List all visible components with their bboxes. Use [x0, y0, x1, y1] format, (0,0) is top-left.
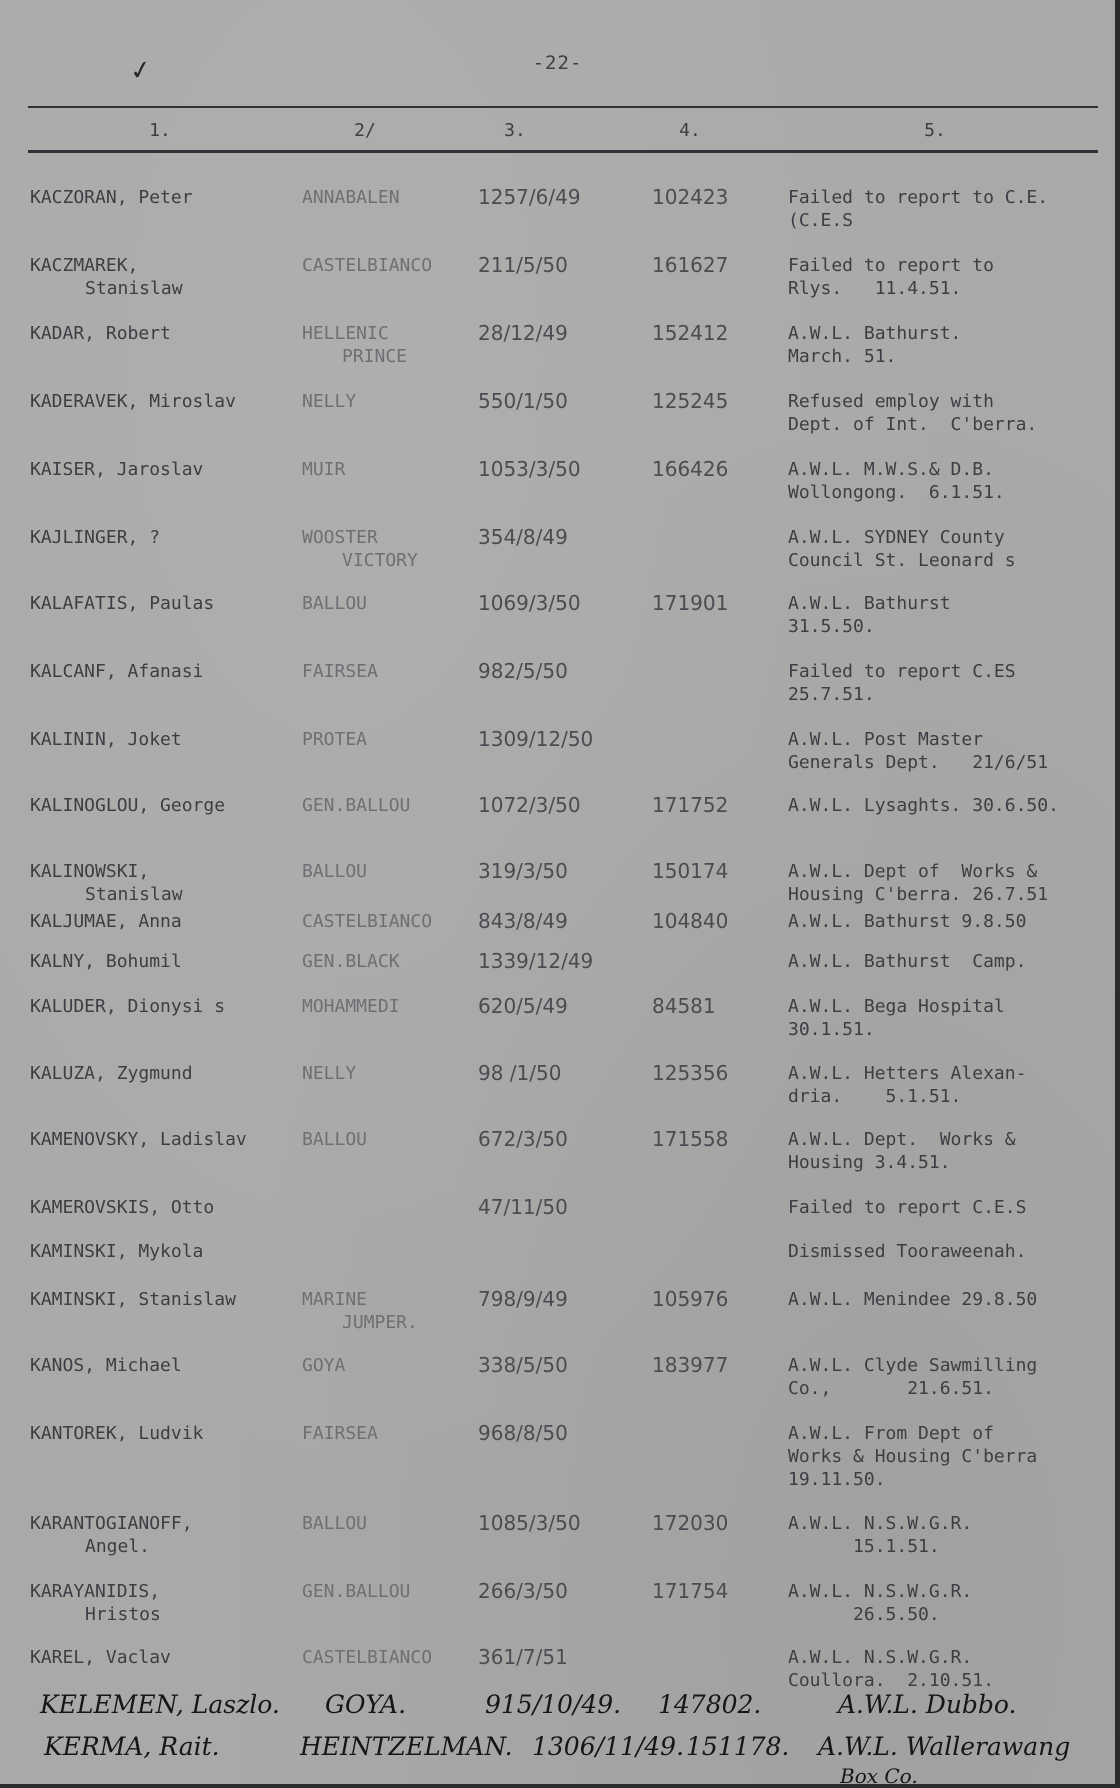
remark-line: A.W.L. Post Master: [788, 729, 984, 750]
number-cell: 183977: [652, 1353, 729, 1377]
ship-line: NELLY: [302, 1063, 357, 1084]
handwritten-name: KELEMEN, Laszlo.: [40, 1690, 280, 1719]
remark-line: A.W.L. Clyde Sawmilling: [788, 1355, 1038, 1376]
reference-cell: 1309/12/50: [478, 727, 594, 751]
reference-cell: 1257/6/49: [478, 185, 581, 209]
remark-line: A.W.L. Dept of Works &: [788, 861, 1038, 882]
remarks-cell: [788, 995, 1005, 1041]
column-header-1: 1.: [149, 120, 171, 141]
remark-line: A.W.L. N.S.W.G.R.: [788, 1647, 973, 1668]
remarks-cell: [788, 1240, 1026, 1263]
reference-cell: 28/12/49: [478, 321, 568, 345]
handwritten-name: KERMA, Rait.: [44, 1732, 220, 1761]
name-cell: [30, 1196, 214, 1219]
ship-cell: [302, 254, 432, 277]
remark-line: Failed to report to C.E.: [788, 187, 1049, 208]
name-cell: [30, 1354, 182, 1377]
ship-cell: [302, 1646, 432, 1669]
number-cell: 125356: [652, 1061, 729, 1085]
number-cell: 171754: [652, 1579, 729, 1603]
handwritten-number: 147802.: [658, 1690, 762, 1719]
remark-line: A.W.L. Bathurst: [788, 593, 951, 614]
ship-line: BALLOU: [302, 861, 368, 882]
remarks-cell: [788, 1128, 1016, 1174]
ship-line: CASTELBIANCO: [302, 255, 433, 276]
remarks-cell: [788, 1646, 994, 1692]
remark-line: A.W.L. Hetters Alexan-: [788, 1063, 1027, 1084]
name-cell: [30, 860, 183, 906]
ship-line: CASTELBIANCO: [302, 1647, 433, 1668]
column-header-2: 2/: [354, 120, 376, 141]
remarks-cell: [788, 526, 1016, 572]
reference-cell: 1069/3/50: [478, 591, 581, 615]
remark-line: Rlys. 11.4.51.: [788, 278, 962, 299]
remark-line: Generals Dept. 21/6/51: [788, 752, 1049, 773]
ship-cell: [302, 322, 407, 368]
remarks-cell: [788, 186, 1048, 232]
remark-line: A.W.L. Bathurst Camp.: [788, 951, 1027, 972]
name-cell: [30, 592, 214, 615]
name-cell: [30, 1128, 247, 1151]
handwritten-remark: A.W.L. Dubbo.: [838, 1690, 1017, 1719]
ship-cell: [302, 1580, 410, 1603]
ship-line-continued: VICTORY: [342, 550, 418, 571]
ship-cell: [302, 910, 432, 933]
pencil-mark-icon: ✓: [127, 54, 155, 88]
reference-cell: 620/5/49: [478, 994, 568, 1018]
surname-line: KAMINSKI, Mykola: [30, 1241, 204, 1262]
header-bottom-rule: [28, 150, 1098, 153]
remark-line: Works & Housing C'berra: [788, 1446, 1038, 1467]
reference-cell: 843/8/49: [478, 909, 568, 933]
surname-line: KAREL, Vaclav: [30, 1647, 171, 1668]
remark-line: A.W.L. Bathurst.: [788, 323, 962, 344]
surname-line: KARANTOGIANOFF,: [30, 1513, 193, 1534]
surname-line: KACZMAREK,: [30, 255, 139, 276]
handwritten-remark: A.W.L. Wallerawang: [818, 1732, 1071, 1761]
surname-line: KADERAVEK, Miroslav: [30, 391, 236, 412]
ship-line: GOYA: [302, 1355, 346, 1376]
remark-line: A.W.L. SYDNEY County: [788, 527, 1005, 548]
name-cell: [30, 458, 203, 481]
ship-line: HELLENIC: [302, 323, 389, 344]
surname-line: KAJLINGER, ?: [30, 527, 161, 548]
remark-line: Dismissed Tooraweenah.: [788, 1241, 1027, 1262]
ship-line: GEN.BLACK: [302, 951, 400, 972]
ship-cell: [302, 1354, 345, 1377]
remark-line: Failed to report C.ES: [788, 661, 1016, 682]
remarks-cell: [788, 950, 1026, 973]
ship-cell: [302, 1062, 356, 1085]
remark-line: 15.1.51.: [788, 1536, 940, 1557]
remarks-cell: [788, 1196, 1026, 1219]
reference-cell: 982/5/50: [478, 659, 568, 683]
remarks-cell: [788, 794, 1059, 817]
handwritten-ref: 1306/11/49.: [532, 1732, 685, 1761]
number-cell: 166426: [652, 457, 729, 481]
reference-cell: 550/1/50: [478, 389, 568, 413]
remarks-cell: [788, 592, 951, 638]
ship-cell: [302, 458, 345, 481]
name-cell: [30, 254, 183, 300]
surname-line: KALINOGLOU, George: [30, 795, 226, 816]
surname-line: KALUDER, Dionysi s: [30, 996, 226, 1017]
remarks-cell: [788, 1062, 1026, 1108]
remark-line: 30.1.51.: [788, 1019, 875, 1040]
number-cell: 171558: [652, 1127, 729, 1151]
column-header-3: 3.: [504, 120, 526, 141]
remarks-cell: [788, 1354, 1037, 1400]
remark-line: Council St. Leonard s: [788, 550, 1016, 571]
number-cell: 102423: [652, 185, 729, 209]
ship-cell: [302, 1422, 378, 1445]
name-cell: [30, 322, 171, 345]
surname-line: KALNY, Bohumil: [30, 951, 182, 972]
reference-cell: 266/3/50: [478, 1579, 568, 1603]
reference-cell: 1072/3/50: [478, 793, 581, 817]
ship-cell: [302, 390, 356, 413]
remarks-cell: [788, 1422, 1037, 1491]
remark-line: Housing C'berra. 26.7.51: [788, 884, 1049, 905]
ship-line: MOHAMMEDI: [302, 996, 400, 1017]
remarks-cell: [788, 1580, 972, 1626]
handwritten-ship: HEINTZELMAN.: [300, 1732, 513, 1761]
reference-cell: 47/11/50: [478, 1195, 568, 1219]
ship-line: BALLOU: [302, 1513, 368, 1534]
name-cell: [30, 995, 225, 1018]
name-cell: [30, 1240, 203, 1263]
reference-cell: 1085/3/50: [478, 1511, 581, 1535]
remark-line: 25.7.51.: [788, 684, 875, 705]
reference-cell: 968/8/50: [478, 1421, 568, 1445]
ship-line: GEN.BALLOU: [302, 795, 411, 816]
remark-line: dria. 5.1.51.: [788, 1086, 962, 1107]
surname-line: KAMINSKI, Stanislaw: [30, 1289, 236, 1310]
ship-cell: [302, 1512, 367, 1535]
remark-line: A.W.L. From Dept of: [788, 1423, 994, 1444]
remarks-cell: [788, 254, 994, 300]
ship-cell: [302, 660, 378, 683]
number-cell: 105976: [652, 1287, 729, 1311]
number-cell: 171752: [652, 793, 729, 817]
name-cell: [30, 526, 160, 549]
number-cell: 152412: [652, 321, 729, 345]
handwritten-ship: GOYA.: [325, 1690, 407, 1719]
ship-cell: [302, 995, 400, 1018]
ship-line: BALLOU: [302, 593, 368, 614]
reference-cell: 354/8/49: [478, 525, 568, 549]
name-cell: [30, 794, 225, 817]
ship-line: FAIRSEA: [302, 1423, 378, 1444]
surname-line: KADAR, Robert: [30, 323, 171, 344]
handwritten-ref: 915/10/49.: [485, 1690, 622, 1719]
remarks-cell: [788, 660, 1016, 706]
reference-cell: 319/3/50: [478, 859, 568, 883]
given-name-line: Hristos: [85, 1604, 161, 1625]
name-cell: [30, 390, 236, 413]
remarks-cell: [788, 728, 1048, 774]
header-top-rule: [28, 106, 1098, 108]
number-cell: 150174: [652, 859, 729, 883]
ship-line: MUIR: [302, 459, 346, 480]
ship-cell: [302, 1128, 367, 1151]
handwritten-remark-continued: Box Co.: [840, 1764, 918, 1788]
number-cell: 104840: [652, 909, 729, 933]
remark-line: 19.11.50.: [788, 1469, 886, 1490]
page-number: -22-: [532, 52, 583, 74]
given-name-line: Stanislaw: [85, 884, 183, 905]
ship-line: ANNABALEN: [302, 187, 400, 208]
ship-line: CASTELBIANCO: [302, 911, 433, 932]
name-cell: [30, 950, 182, 973]
reference-cell: 798/9/49: [478, 1287, 568, 1311]
ship-line: FAIRSEA: [302, 661, 378, 682]
ship-cell: [302, 794, 410, 817]
reference-cell: 361/7/51: [478, 1645, 568, 1669]
remarks-cell: [788, 390, 1037, 436]
reference-cell: 211/5/50: [478, 253, 568, 277]
remark-line: A.W.L. Dept. Works &: [788, 1129, 1016, 1150]
ship-cell: [302, 592, 367, 615]
number-cell: 172030: [652, 1511, 729, 1535]
number-cell: 125245: [652, 389, 729, 413]
remarks-cell: [788, 1512, 972, 1558]
surname-line: KAMEROVSKIS, Otto: [30, 1197, 215, 1218]
name-cell: [30, 1288, 236, 1311]
ship-cell: [302, 728, 367, 751]
surname-line: KAMENOVSKY, Ladislav: [30, 1129, 247, 1150]
surname-line: KALJUMAE, Anna: [30, 911, 182, 932]
number-cell: 84581: [652, 994, 716, 1018]
remark-line: (C.E.S: [788, 210, 854, 231]
remark-line: A.W.L. Bega Hospital: [788, 996, 1005, 1017]
ship-line: MARINE: [302, 1289, 368, 1310]
ship-cell: [302, 526, 418, 572]
surname-line: KALCANF, Afanasi: [30, 661, 204, 682]
surname-line: KANTOREK, Ludvik: [30, 1423, 204, 1444]
remark-line: Co., 21.6.51.: [788, 1378, 994, 1399]
given-name-line: Angel.: [85, 1536, 151, 1557]
ship-cell: [302, 860, 367, 883]
remarks-cell: [788, 458, 1005, 504]
ship-line: WOOSTER: [302, 527, 378, 548]
remark-line: A.W.L. Bathurst 9.8.50: [788, 911, 1027, 932]
remarks-cell: [788, 910, 1026, 933]
remark-line: Refused employ with: [788, 391, 994, 412]
remark-line: Housing 3.4.51.: [788, 1152, 951, 1173]
handwritten-number: 151178.: [686, 1732, 790, 1761]
ship-cell: [302, 186, 400, 209]
name-cell: [30, 1512, 193, 1558]
number-cell: 161627: [652, 253, 729, 277]
reference-cell: 672/3/50: [478, 1127, 568, 1151]
name-cell: [30, 1580, 161, 1626]
ship-line-continued: JUMPER.: [342, 1312, 418, 1333]
name-cell: [30, 186, 193, 209]
reference-cell: 338/5/50: [478, 1353, 568, 1377]
name-cell: [30, 1062, 193, 1085]
surname-line: KALUZA, Zygmund: [30, 1063, 193, 1084]
reference-cell: 98 /1/50: [478, 1061, 562, 1085]
ship-cell: [302, 1288, 418, 1334]
ship-line: NELLY: [302, 391, 357, 412]
surname-line: KACZORAN, Peter: [30, 187, 193, 208]
ship-cell: [302, 950, 400, 973]
surname-line: KARAYANIDIS,: [30, 1581, 161, 1602]
surname-line: KALINOWSKI,: [30, 861, 150, 882]
remarks-cell: [788, 860, 1048, 906]
remark-line: 26.5.50.: [788, 1604, 940, 1625]
surname-line: KALININ, Joket: [30, 729, 182, 750]
surname-line: KANOS, Michael: [30, 1355, 182, 1376]
name-cell: [30, 1422, 203, 1445]
remark-line: A.W.L. N.S.W.G.R.: [788, 1513, 973, 1534]
number-cell: 171901: [652, 591, 729, 615]
ship-line-continued: PRINCE: [342, 346, 408, 367]
remarks-cell: [788, 1288, 1037, 1311]
name-cell: [30, 660, 203, 683]
remark-line: A.W.L. N.S.W.G.R.: [788, 1581, 973, 1602]
remark-line: A.W.L. Menindee 29.8.50: [788, 1289, 1038, 1310]
ship-line: BALLOU: [302, 1129, 368, 1150]
surname-line: KALAFATIS, Paulas: [30, 593, 215, 614]
remark-line: Wollongong. 6.1.51.: [788, 482, 1005, 503]
remark-line: Coullora. 2.10.51.: [788, 1670, 994, 1691]
name-cell: [30, 910, 182, 933]
surname-line: KAISER, Jaroslav: [30, 459, 204, 480]
reference-cell: 1053/3/50: [478, 457, 581, 481]
remark-line: A.W.L. Lysaghts. 30.6.50.: [788, 795, 1059, 816]
remark-line: March. 51.: [788, 346, 897, 367]
given-name-line: Stanislaw: [85, 278, 183, 299]
reference-cell: 1339/12/49: [478, 949, 594, 973]
ship-line: GEN.BALLOU: [302, 1581, 411, 1602]
remark-line: Dept. of Int. C'berra.: [788, 414, 1038, 435]
remarks-cell: [788, 322, 961, 368]
remark-line: Failed to report C.E.S: [788, 1197, 1027, 1218]
name-cell: [30, 1646, 171, 1669]
column-header-4: 4.: [679, 120, 701, 141]
ship-line: PROTEA: [302, 729, 368, 750]
name-cell: [30, 728, 182, 751]
column-header-5: 5.: [924, 120, 946, 141]
remark-line: A.W.L. M.W.S.& D.B.: [788, 459, 994, 480]
remark-line: 31.5.50.: [788, 616, 875, 637]
remark-line: Failed to report to: [788, 255, 994, 276]
